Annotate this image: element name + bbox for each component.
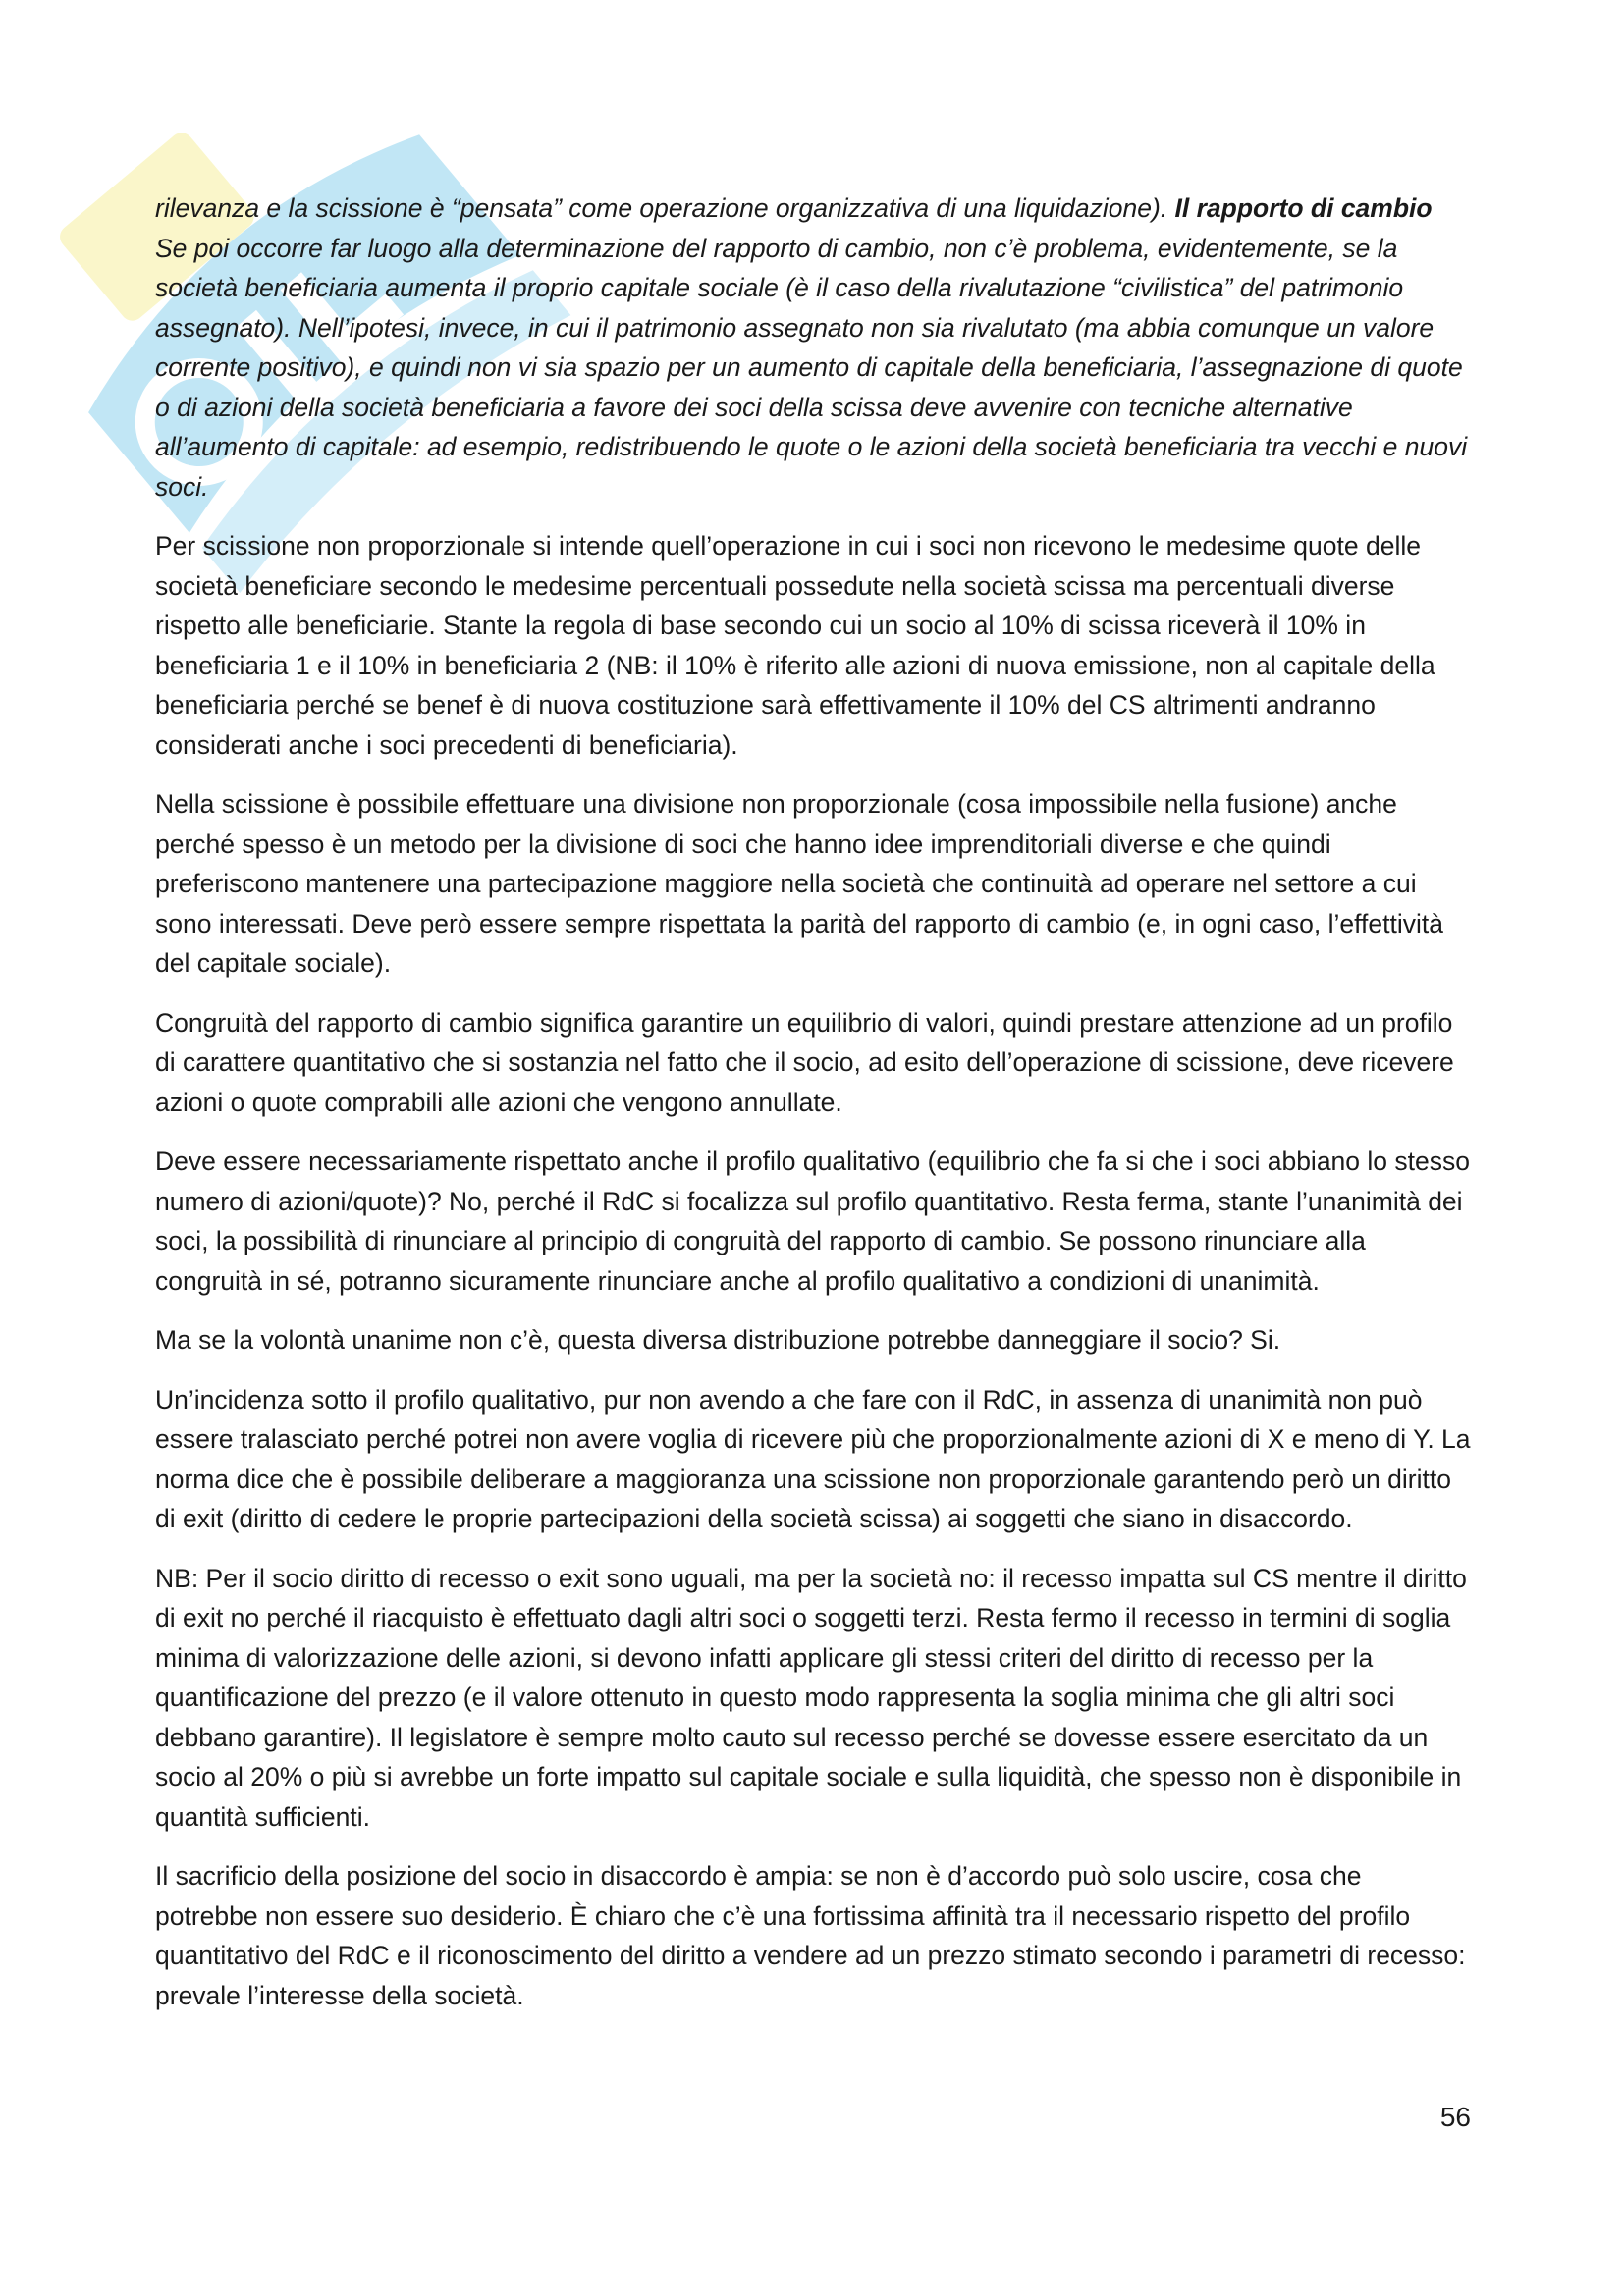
paragraph-6: Ma se la volontà unanime non c’è, questa diversa distribuzione potrebbe danneggiare il socio? Si. — [155, 1325, 1281, 1355]
paragraph-1-intro: rilevanza e la scissione è “pensata” come operazione organizzativa di una liquidazione). — [155, 193, 1175, 223]
paragraph-8: NB: Per il socio diritto di recesso o exit sono uguali, ma per la società no: il recesso impatta sul CS mentre il diritto di exit no perché il riacquisto è effettuato dagli altri soci o soggetti terzi. Resta fermo il recesso in termini di soglia minima di valorizzazione delle azioni, si devono infatti applicare gli stessi criteri del diritto di recesso per la quantificazione del prezzo (e il valore ottenuto in questo modo rappresenta la soglia minima che gli altri soci debbano garantire). Il legislatore è sempre molto cauto sul recesso perché se dovesse essere esercitato da un socio al 20% o più si avrebbe un forte impatto sul capitale sociale e sulla liquidità, che spesso non è disponibile in quantità sufficienti. — [155, 1563, 1467, 1832]
paragraph-7: Un’incidenza sotto il profilo qualitativo, pur non avendo a che fare con il RdC, in assenza di unanimità non può essere tralasciato perché potrei non avere voglia di ricevere più che proporzionalmente azioni di X e meno di Y. La norma dice che è possibile deliberare a maggioranza una scissione non proporzionale garantendo però un diritto di exit (diritto di cedere le proprie partecipazioni della società scissa) ai soggetti che siano in disaccordo. — [155, 1384, 1471, 1533]
paragraph-2: Per scissione non proporzionale si intende quell’operazione in cui i soci non ricevono le medesime quote delle società beneficiare secondo le medesime percentuali possedute nella società scissa ma percentuali diverse rispetto alle beneficiarie. Stante la regola di base secondo cui un socio al 10% di scissa riceverà il 10% in beneficiaria 1 e il 10% in beneficiaria 2 (NB: il 10% è riferito alle azioni di nuova emissione, non al capitale della beneficiaria perché se benef è di nuova costituzione sarà effettivamente il 10% del CS altrimenti andranno considerati anche i soci precedenti di beneficiaria). — [155, 531, 1435, 760]
paragraph-9: Il sacrificio della posizione del socio in disaccordo è ampia: se non è d’accordo può solo uscire, cosa che potrebbe non essere suo desiderio. È chiaro che c’è una fortissima affinità tra il necessario rispetto del profilo quantitativo del RdC e il riconoscimento del diritto a vendere ad un prezzo stimato secondo i parametri di recesso: prevale l’interesse della società. — [155, 1861, 1466, 2010]
paragraph-4: Congruità del rapporto di cambio significa garantire un equilibrio di valori, quindi prestare attenzione ad un profilo di carattere quantitativo che si sostanzia nel fatto che il socio, ad esito dell’operazione di scissione, deve ricevere azioni o quote comprabili alle azioni che vengono annullate. — [155, 1007, 1454, 1117]
paragraph-3: Nella scissione è possibile effettuare una divisione non proporzionale (cosa impossibile nella fusione) anche perché spesso è un metodo per la divisione di soci che hanno idee imprenditoriali diverse e che quindi preferiscono mantenere una partecipazione maggiore nella società che continuità ad operare nel settore a cui sono interessati. Deve però essere sempre rispettata la parità del rapporto di cambio (e, in ogni caso, l’effettività del capitale sociale). — [155, 789, 1443, 978]
page-number: 56 — [1439, 2102, 1471, 2132]
heading-rapporto-di-cambio: Il rapporto di cambio — [1174, 193, 1433, 223]
paragraph-1 — [155, 188, 1471, 507]
paragraph-5: Deve essere necessariamente rispettato anche il profilo qualitativo (equilibrio che fa si che i soci abbiano lo stesso numero di azioni/quote)? No, perché il RdC si focalizza sul profilo quantitativo. Resta ferma, stante l’unanimità dei soci, la possibilità di rinunciare al principio di congruità del rapporto di cambio. Se possono rinunciare alla congruità in sé, potranno sicuramente rinunciare anche al profilo qualitativo a condizioni di unanimità. — [155, 1147, 1470, 1296]
document-body — [155, 188, 1471, 2035]
paragraph-1-body: Se poi occorre far luogo alla determinazione del rapporto di cambio, non c’è problema, evidentemente, se la società beneficiaria aumenta il proprio capitale sociale (è il caso della rivalutazione “civilistica” del patrimonio assegnato). Nell’ipotesi, invece, in cui il patrimonio assegnato non sia rivalutato (ma abbia comunque un valore corrente positivo), e quindi non vi sia spazio per un aumento di capitale della beneficiaria, l’assegnazione di quote o di azioni della società beneficiaria a favore dei soci della scissa deve avvenire con tecniche alternative all’aumento di capitale: ad esempio, redistribuendo le quote o le azioni della società beneficiaria tra vecchi e nuovi soci. — [155, 233, 1468, 502]
